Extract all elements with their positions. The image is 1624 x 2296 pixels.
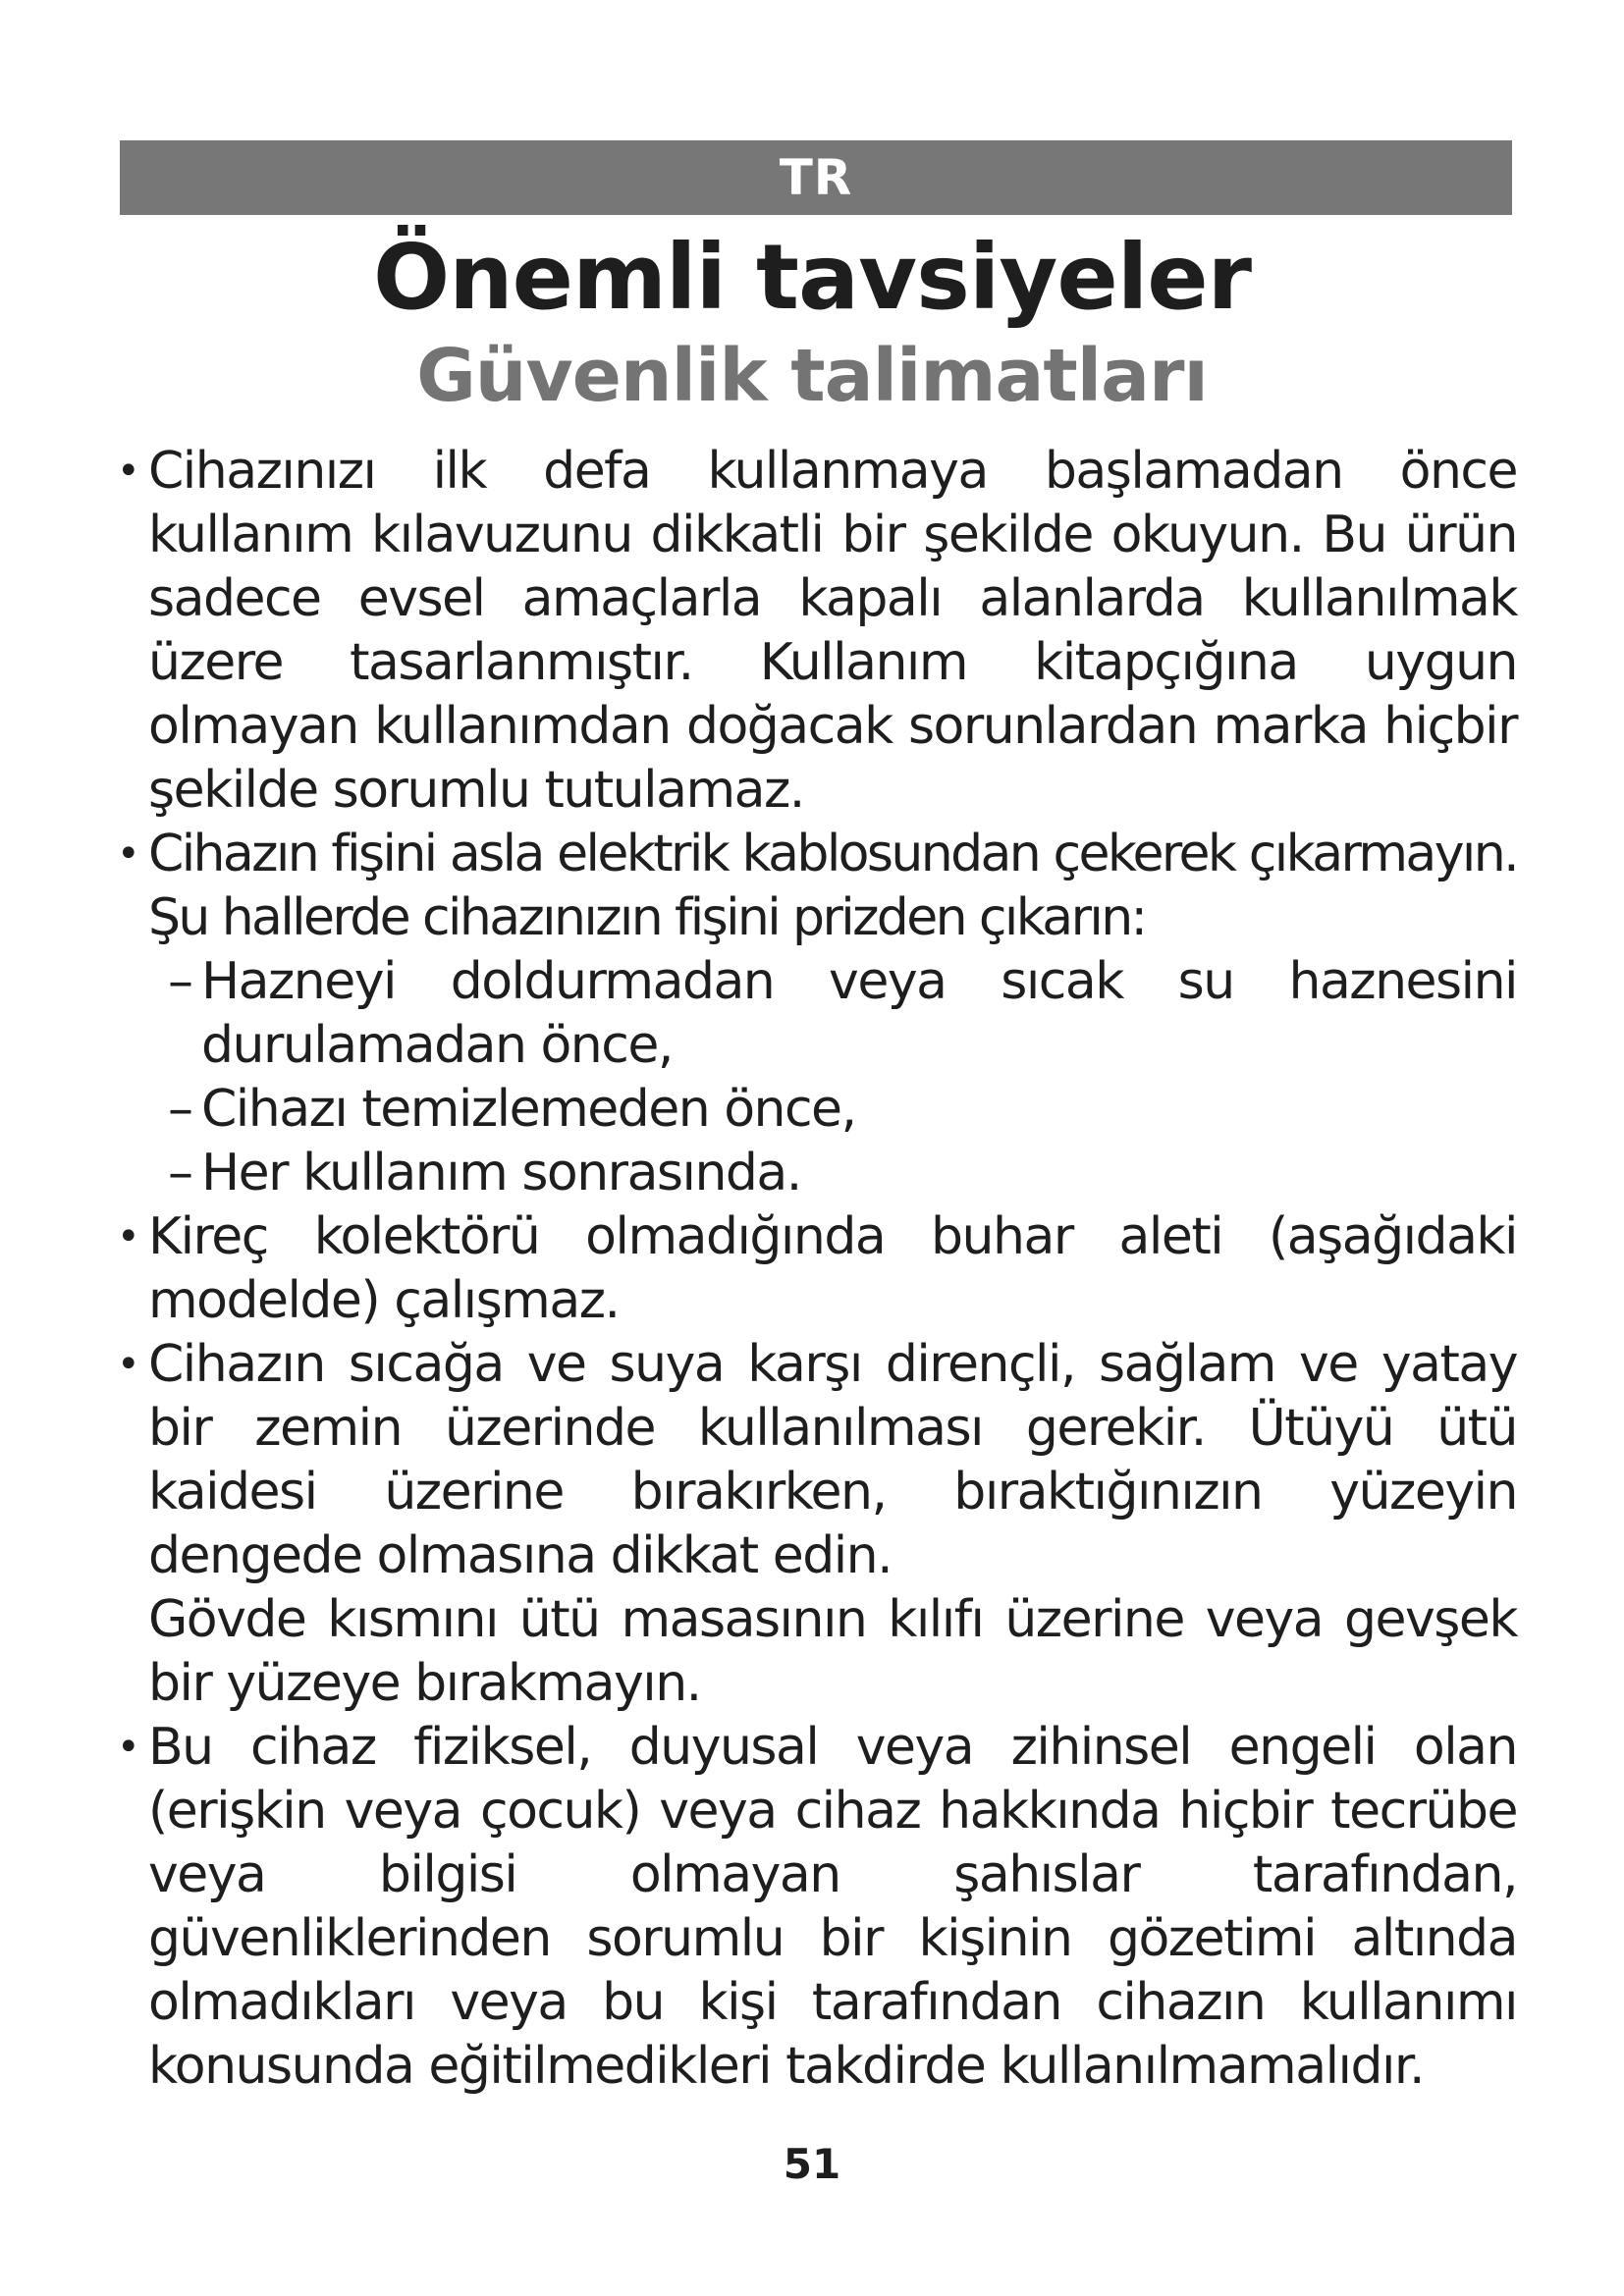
dash-marker: – — [168, 952, 192, 1011]
bullet-paragraph: Gövde kısmını ütü masasının kılıfı üzerine veya gevşek bir yüzeye bırakmayın. — [148, 1590, 1517, 1713]
bullet-marker: • — [117, 449, 139, 494]
language-code: TR — [779, 149, 853, 206]
bullet-item — [113, 1333, 1517, 1716]
bullet-marker: • — [117, 1342, 139, 1387]
bullet-paragraph: Cihazın sıcağa ve suya karşı dirençli, sağlam ve yatay bir zemin üzerinde kullanılması gerekir. Ütüyü ütü kaidesi üzerine bırakırken, bıraktığınızın yüzeyin dengede olmasına dikkat edin. — [148, 1335, 1517, 1585]
page-title: Önemli tavsiyeler — [372, 225, 1252, 330]
sub-list-item — [113, 950, 1517, 1078]
bullet-item — [113, 1205, 1517, 1333]
bullet-paragraph: Bu cihaz fiziksel, duyusal veya zihinsel engeli olan (erişkin veya çocuk) veya cihaz hakkında hiçbir tecrübe veya bilgisi olmayan şahıslar tarafından, güvenliklerinden sorumlu bir kişinin gözetimi altında olmadıkları veya bu kişi tarafından cihazın kullanımı konusunda eğitilmedikleri takdirde kullanılmamalıdır. — [148, 1718, 1517, 2096]
sub-list-item-text: Her kullanım sonrasında. — [201, 1144, 801, 1202]
bullet-item — [113, 440, 1517, 823]
dash-marker: – — [168, 1144, 192, 1202]
sub-list-item-text: Hazneyi doldurmadan veya sıcak su haznesini durulamadan önce, — [201, 952, 1517, 1075]
bullet-marker: • — [117, 831, 139, 877]
sub-list — [148, 950, 1517, 1205]
bullet-paragraph: Kireç kolektörü olmadığında buhar aleti (aşağıdaki modelde) çalışmaz. — [148, 1207, 1517, 1330]
page-number: 51 — [783, 2140, 841, 2188]
bullet-marker: • — [117, 1725, 139, 1770]
sub-list-item — [113, 1078, 1517, 1142]
sub-list-item-text: Cihazı temizlemeden önce, — [201, 1080, 856, 1139]
bullet-marker: • — [117, 1214, 139, 1259]
page-subtitle: Güvenlik talimatları — [416, 334, 1208, 418]
bullet-paragraph: Cihazın fişini asla elektrik kablosundan çekerek çıkarmayın. Şu hallerde cihazınızın fişini prizden çıkarın: — [148, 825, 1517, 947]
language-header-bar — [120, 140, 1512, 215]
bullet-item — [113, 823, 1517, 1205]
dash-marker: – — [168, 1080, 192, 1139]
bullet-item — [113, 1716, 1517, 2099]
bullet-paragraph: Cihazınızı ilk defa kullanmaya başlamadan önce kullanım kılavuzunu dikkatli bir şekilde okuyun. Bu ürün sadece evsel amaçlarla kapalı alanlarda kullanılmak üzere tasarlanmıştır. Kullanım kitapçığına uygun olmayan kullanımdan doğacak sorunlardan marka hiçbir şekilde sorumlu tutulamaz. — [148, 442, 1517, 820]
sub-list-item — [113, 1142, 1517, 1205]
safety-instructions-list — [113, 440, 1517, 2099]
